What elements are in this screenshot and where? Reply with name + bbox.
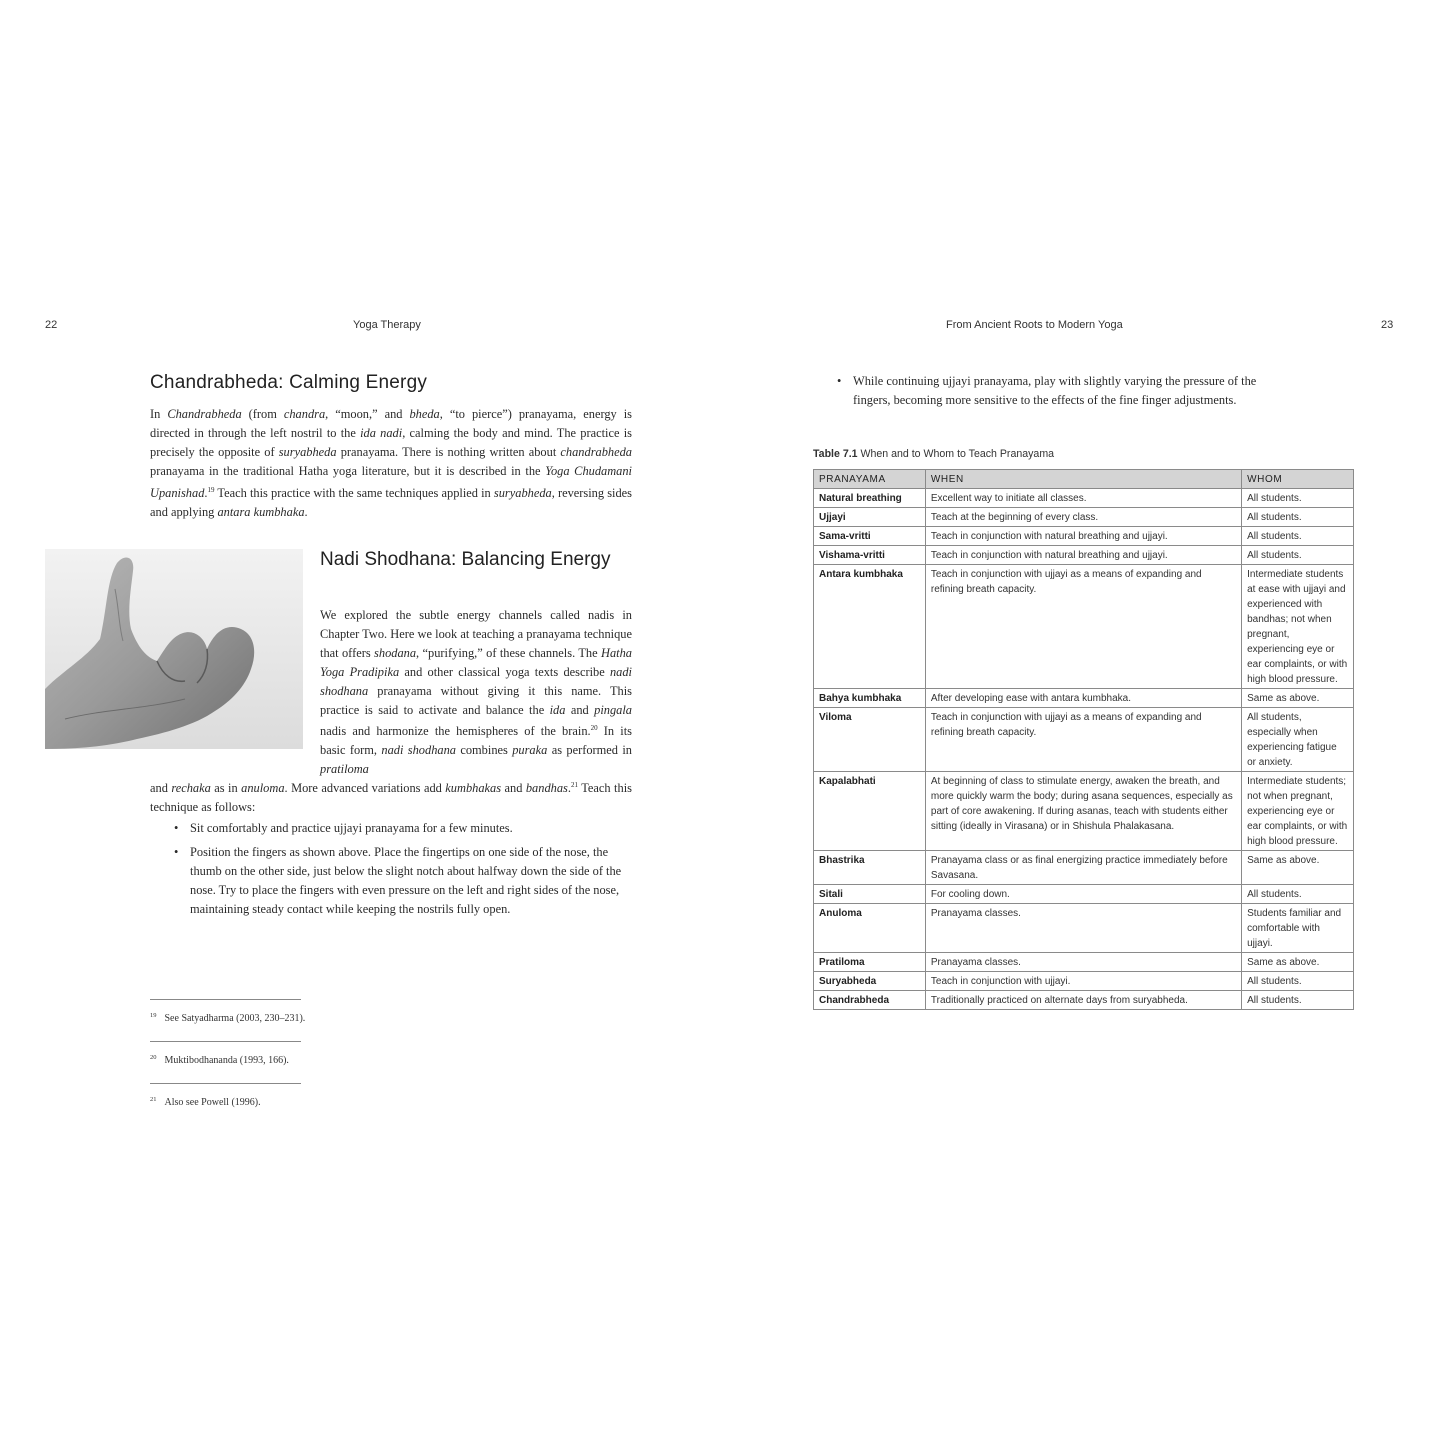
section-heading-nadi-shodhana: Nadi Shodhana: Balancing Energy (320, 549, 611, 570)
cell-whom: Same as above. (1242, 953, 1354, 972)
technique-step: • Sit comfortably and practice ujjayi pranayama for a few minutes. (172, 819, 627, 838)
page-number-left: 22 (45, 319, 58, 331)
running-head-right: From Ancient Roots to Modern Yoga (946, 319, 1123, 331)
running-head-left: Yoga Therapy (353, 319, 421, 331)
page-number-right: 23 (1381, 319, 1394, 331)
cell-when: After developing ease with antara kumbhaka. (925, 689, 1241, 708)
cell-when: Pranayama classes. (925, 953, 1241, 972)
cell-pranayama: Natural breathing (814, 489, 926, 508)
table-row (814, 508, 1354, 527)
table-row (814, 772, 1354, 851)
cell-when: Teach in conjunction with ujjayi. (925, 972, 1241, 991)
cell-pranayama: Kapalabhati (814, 772, 926, 851)
cell-when: Excellent way to initiate all classes. (925, 489, 1241, 508)
paragraph-chandrabheda: In Chandrabheda (from chandra, “moon,” and bheda, “to pierce”) pranayama, energy is directed in through the left nostril to the ida nadi, calming the body and mind. The practice is precisely the opposite of suryabheda pranayama. There is nothing written about chandrabheda pranayama in the traditional Hatha yoga literature, but it is described in the Yoga Chudamani Upanishad.$^{19}$ Teach this practice with the same techniques applied in suryabheda, reversing sides and applying antara kumbhaka. (150, 407, 633, 519)
table-row (814, 953, 1354, 972)
footnote-21: $^{21}$ Also see Powell (1996). (150, 1096, 261, 1108)
table-row (814, 689, 1354, 708)
technique-step: • While continuing ujjayi pranayama, play with slightly varying the pressure of the fingers, becoming more sensitive to the effects of the fine finger adjustments. (835, 372, 1275, 410)
table-row (814, 904, 1354, 953)
cell-pranayama: Antara kumbhaka (814, 565, 926, 689)
cell-when: For cooling down. (925, 885, 1241, 904)
paragraph-nadi-shodhana-part2: and rechaka as in anuloma. More advanced variations add kumbhakas and bandhas.$^{21}$ Teach this technique as follows: (150, 781, 632, 814)
cell-when: Pranayama classes. (925, 904, 1241, 953)
cell-whom: All students, especially when experiencing fatigue or anxiety. (1242, 708, 1354, 772)
cell-pranayama: Chandrabheda (814, 991, 926, 1010)
cell-when: Pranayama class or as final energizing practice immediately before Savasana. (925, 851, 1241, 885)
table-row (814, 546, 1354, 565)
cell-when: Teach at the beginning of every class. (925, 508, 1241, 527)
cell-pranayama: Vishama-vritti (814, 546, 926, 565)
cell-whom: Same as above. (1242, 851, 1354, 885)
cell-pranayama: Suryabheda (814, 972, 926, 991)
cell-whom: All students. (1242, 527, 1354, 546)
table-row (814, 708, 1354, 772)
hand-mudra-photo (45, 549, 303, 749)
table-row (814, 885, 1354, 904)
footnote-19: $^{19}$ See Satyadharma (2003, 230–231). (150, 1012, 306, 1024)
table-row (814, 851, 1354, 885)
cell-whom: Same as above. (1242, 689, 1354, 708)
cell-whom: All students. (1242, 546, 1354, 565)
technique-steps-list-continued (835, 372, 1275, 415)
cell-whom: Students familiar and comfortable with ujjayi. (1242, 904, 1354, 953)
cell-pranayama: Sama-vritti (814, 527, 926, 546)
cell-whom: All students. (1242, 991, 1354, 1010)
table-caption: Table 7.1 When and to Whom to Teach Pranayama (813, 448, 1055, 460)
cell-whom: Intermediate students at ease with ujjayi and experienced with bandhas; not when pregnant, experiencing eye or ear complaints, or with high blood pressure. (1242, 565, 1354, 689)
cell-whom: All students. (1242, 489, 1354, 508)
cell-when: Teach in conjunction with ujjayi as a means of expanding and refining breath capacity. (925, 565, 1241, 689)
table-row (814, 565, 1354, 689)
cell-when: Teach in conjunction with ujjayi as a means of expanding and refining breath capacity. (925, 708, 1241, 772)
cell-whom: All students. (1242, 508, 1354, 527)
table-row (814, 972, 1354, 991)
footnote-rule (150, 999, 301, 1000)
pranayama-table (813, 469, 1354, 1010)
footnote-rule (150, 1083, 301, 1084)
table-row (814, 527, 1354, 546)
column-header-when: WHEN (925, 470, 1241, 489)
footnote-20: $^{20}$ Muktibodhananda (1993, 166). (150, 1054, 289, 1066)
cell-pranayama: Bahya kumbhaka (814, 689, 926, 708)
paragraph-nadi-shodhana-part1: We explored the subtle energy channels called nadis in Chapter Two. Here we look at teaching a pranayama technique that offers shodana, “purifying,” of these channels. The Hatha Yoga Pradipika and other classical yoga texts describe nadi shodhana pranayama without giving it this name. This practice is said to activate and balance the ida and pingala nadis and harmonize the hemispheres of the brain.$^{20}$ In its basic form, nadi shodhana combines puraka as performed in pratiloma (320, 608, 632, 777)
cell-pranayama: Sitali (814, 885, 926, 904)
column-header-pranayama: PRANAYAMA (814, 470, 926, 489)
cell-pranayama: Viloma (814, 708, 926, 772)
cell-pranayama: Pratiloma (814, 953, 926, 972)
column-header-whom: WHOM (1242, 470, 1354, 489)
cell-whom: All students. (1242, 972, 1354, 991)
technique-step: • Position the fingers as shown above. Place the fingertips on one side of the nose, the thumb on the other side, just below the slight notch about halfway down the side of the nose. Try to place the fingers with even pressure on the left and right sides of the nose, maintaining steady contact while keeping the nostrils fully open. (172, 843, 627, 919)
footnote-rule (150, 1041, 301, 1042)
cell-whom: Intermediate students; not when pregnant, experiencing eye or ear complaints, or with high blood pressure. (1242, 772, 1354, 851)
table-row (814, 489, 1354, 508)
cell-pranayama: Anuloma (814, 904, 926, 953)
cell-pranayama: Bhastrika (814, 851, 926, 885)
cell-when: Traditionally practiced on alternate days from suryabheda. (925, 991, 1241, 1010)
cell-when: At beginning of class to stimulate energy, awaken the breath, and more quickly warm the body; during asana sequences, especially as part of core awakening. If during asanas, teach with students either sitting (ideally in Virasana) or in Shishula Phalakasana. (925, 772, 1241, 851)
cell-whom: All students. (1242, 885, 1354, 904)
cell-when: Teach in conjunction with natural breathing and ujjayi. (925, 546, 1241, 565)
cell-pranayama: Ujjayi (814, 508, 926, 527)
technique-steps-list (172, 819, 627, 924)
table-header-row (814, 470, 1354, 489)
section-heading-chandrabheda: Chandrabheda: Calming Energy (150, 372, 428, 393)
cell-when: Teach in conjunction with natural breathing and ujjayi. (925, 527, 1241, 546)
table-row (814, 991, 1354, 1010)
